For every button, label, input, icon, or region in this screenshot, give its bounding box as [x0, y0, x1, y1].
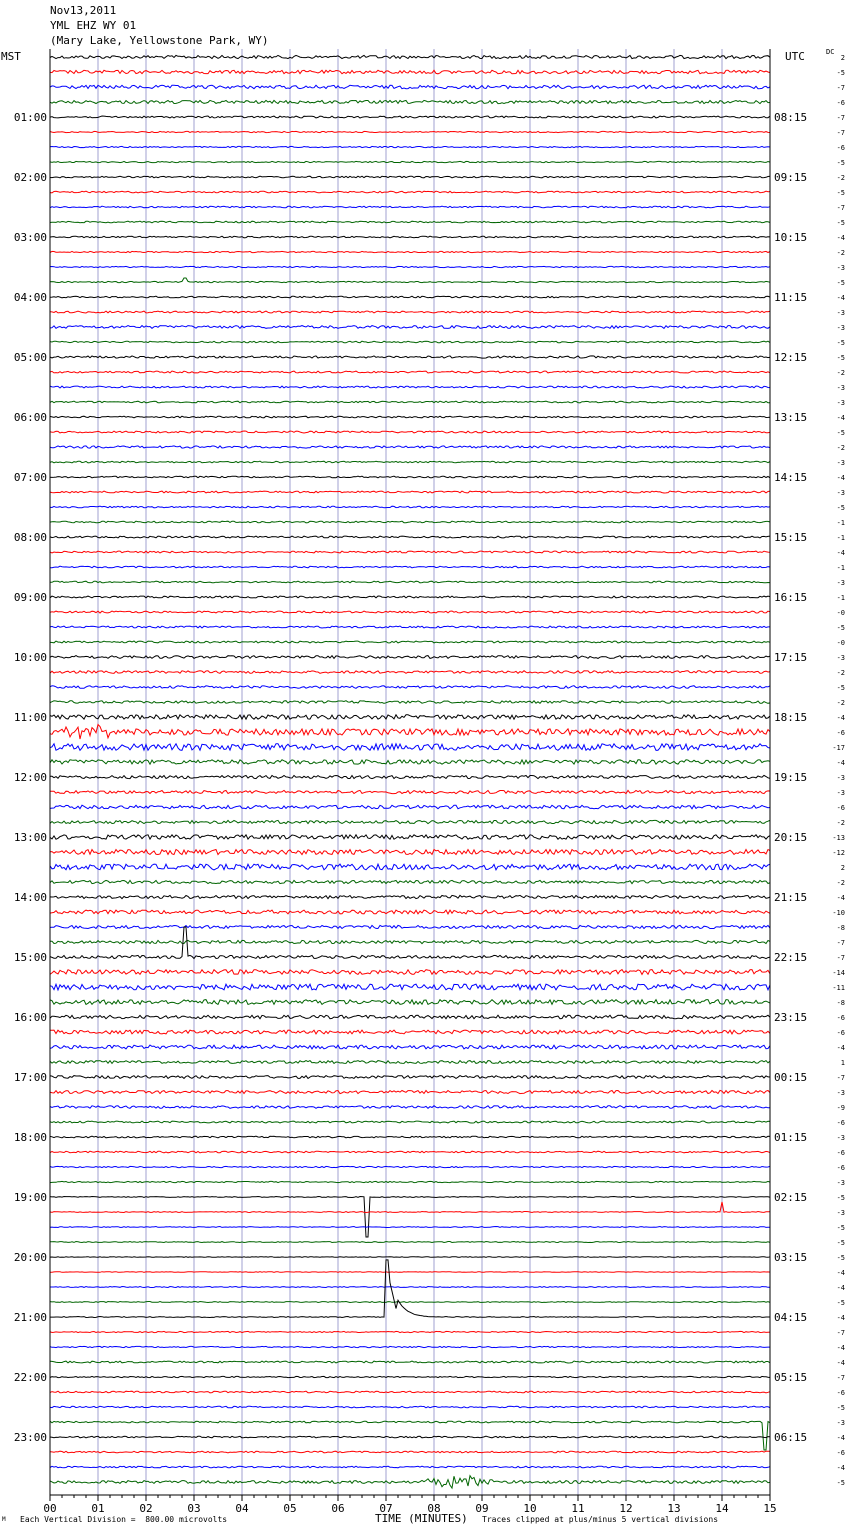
trace-45 — [50, 725, 770, 740]
mst-hour-label: 09:00 — [13, 591, 47, 604]
dc-offset-label: -5 — [836, 1254, 845, 1262]
trace-24 — [50, 416, 770, 418]
trace-12 — [50, 236, 770, 238]
dc-offset-label: -4 — [836, 1314, 845, 1322]
mst-hour-label: 07:00 — [13, 471, 47, 484]
utc-hour-label: 22:15 — [774, 951, 808, 964]
trace-74 — [50, 1166, 770, 1167]
utc-hour-label: 13:15 — [774, 411, 808, 424]
trace-81 — [50, 1272, 770, 1273]
trace-29 — [50, 491, 770, 493]
utc-axis-label: UTC — [785, 50, 805, 63]
trace-31 — [50, 521, 770, 523]
dc-offset-label: -3 — [836, 324, 845, 332]
dc-offset-label: -1 — [836, 534, 845, 542]
x-tick-label: 08 — [427, 1502, 441, 1515]
dc-offset-label: -6 — [836, 99, 845, 107]
dc-offset-label: -2 — [836, 249, 845, 257]
mst-hour-label: 06:00 — [13, 411, 47, 424]
mst-hour-label: 20:00 — [13, 1251, 47, 1264]
mst-hour-label: 08:00 — [13, 531, 47, 544]
dc-offset-label: -7 — [836, 1329, 845, 1337]
trace-19 — [50, 341, 770, 343]
x-tick-label: 01 — [91, 1502, 105, 1515]
trace-49 — [50, 790, 770, 793]
x-tick-label: 10 — [523, 1502, 537, 1515]
trace-63 — [50, 1000, 770, 1005]
x-tick-label: 00 — [43, 1502, 57, 1515]
utc-hour-label: 08:15 — [774, 111, 808, 124]
dc-offset-label: -5 — [836, 279, 845, 287]
mst-hour-label: 15:00 — [13, 951, 47, 964]
trace-68 — [50, 1076, 770, 1079]
dc-offset-label: -5 — [836, 189, 845, 197]
dc-offset-label: -7 — [836, 1074, 845, 1082]
trace-41 — [50, 671, 770, 674]
dc-offset-label: -4 — [836, 1044, 845, 1052]
dc-offset-label: -3 — [836, 264, 845, 272]
dc-offset-label: -5 — [836, 339, 845, 347]
x-tick-label: 04 — [235, 1502, 249, 1515]
dc-offset-label: -7 — [836, 954, 845, 962]
dc-offset-label: -4 — [836, 714, 845, 722]
dc-offset-label: -3 — [836, 309, 845, 317]
trace-42 — [50, 686, 770, 689]
dc-offset-label: -5 — [836, 159, 845, 167]
dc-offset-label: -3 — [836, 1179, 845, 1187]
dc-offset-label: -14 — [832, 969, 845, 977]
trace-20 — [50, 356, 770, 358]
utc-hour-label: 17:15 — [774, 651, 808, 664]
utc-hour-label: 19:15 — [774, 771, 808, 784]
dc-offset-label: -6 — [836, 804, 845, 812]
mst-hour-label: 14:00 — [13, 891, 47, 904]
dc-offset-label: -11 — [832, 984, 845, 992]
dc-offset-label: -2 — [836, 879, 845, 887]
dc-offset-label: 2 — [840, 864, 845, 872]
dc-offset-label: -3 — [836, 399, 845, 407]
dc-offset-label: -1 — [836, 564, 845, 572]
trace-11 — [50, 221, 770, 223]
trace-76 — [50, 1197, 770, 1238]
dc-offset-label: -4 — [836, 1464, 845, 1472]
x-tick-label: 12 — [619, 1502, 633, 1515]
trace-5 — [50, 131, 770, 132]
trace-26 — [50, 446, 770, 448]
dc-offset-label: -17 — [832, 744, 845, 752]
x-tick-label: 03 — [187, 1502, 201, 1515]
dc-offset-label: -3 — [836, 459, 845, 467]
x-tick-label: 15 — [763, 1502, 777, 1515]
utc-hour-label: 03:15 — [774, 1251, 808, 1264]
trace-39 — [50, 641, 770, 643]
station-location: (Mary Lake, Yellowstone Park, WY) — [50, 34, 269, 47]
dc-offset-label: -5 — [836, 1239, 845, 1247]
trace-60 — [50, 927, 770, 959]
dc-offset-label: -5 — [836, 219, 845, 227]
dc-offset-label: -3 — [836, 654, 845, 662]
dc-offset-label: -5 — [836, 1299, 845, 1307]
dc-offset-label: -8 — [836, 924, 845, 932]
plot-date: Nov13,2011 — [50, 4, 117, 17]
dc-offset-label: -2 — [836, 669, 845, 677]
utc-hour-label: 09:15 — [774, 171, 808, 184]
dc-offset-label: -5 — [836, 1479, 845, 1487]
mst-hour-label: 01:00 — [13, 111, 47, 124]
dc-offset-label: -6 — [836, 1014, 845, 1022]
trace-30 — [50, 506, 770, 508]
utc-hour-label: 23:15 — [774, 1011, 808, 1024]
dc-offset-label: -3 — [836, 1134, 845, 1142]
dc-offset-label: -7 — [836, 129, 845, 137]
trace-40 — [50, 656, 770, 659]
dc-offset-label: -3 — [836, 384, 845, 392]
dc-offset-label: -1 — [836, 594, 845, 602]
trace-14 — [50, 266, 770, 267]
trace-69 — [50, 1090, 770, 1093]
dc-offset-label: -5 — [836, 684, 845, 692]
trace-80 — [50, 1257, 770, 1258]
dc-column-label: DC — [826, 48, 835, 56]
trace-77 — [50, 1202, 770, 1213]
dc-offset-label: -13 — [832, 834, 845, 842]
dc-offset-label: -0 — [836, 609, 845, 617]
trace-13 — [50, 251, 770, 252]
x-tick-label: 02 — [139, 1502, 153, 1515]
dc-offset-label: -12 — [832, 849, 845, 857]
mst-axis-label: MST — [1, 50, 21, 63]
trace-73 — [50, 1151, 770, 1153]
mst-hour-label: 10:00 — [13, 651, 47, 664]
dc-offset-label: -2 — [836, 819, 845, 827]
dc-offset-label: -6 — [836, 144, 845, 152]
utc-hour-label: 06:15 — [774, 1431, 808, 1444]
dc-offset-label: -4 — [836, 549, 845, 557]
dc-offset-label: 2 — [840, 54, 845, 62]
trace-35 — [50, 581, 770, 583]
dc-offset-label: -5 — [836, 624, 845, 632]
trace-88 — [50, 1376, 770, 1377]
x-tick-label: 13 — [667, 1502, 681, 1515]
trace-95 — [50, 1476, 770, 1488]
mst-hour-label: 17:00 — [13, 1071, 47, 1084]
trace-44 — [50, 715, 770, 719]
trace-87 — [50, 1361, 770, 1363]
trace-51 — [50, 820, 770, 823]
dc-offset-label: -5 — [836, 429, 845, 437]
x-tick-label: 05 — [283, 1502, 297, 1515]
trace-82 — [50, 1287, 770, 1288]
trace-50 — [50, 805, 770, 809]
trace-66 — [50, 1045, 770, 1049]
trace-33 — [50, 551, 770, 553]
dc-offset-label: -3 — [836, 1089, 845, 1097]
dc-offset-label: -5 — [836, 354, 845, 362]
trace-52 — [50, 835, 770, 839]
dc-offset-label: -1 — [836, 519, 845, 527]
trace-65 — [50, 1030, 770, 1034]
dc-offset-label: -7 — [836, 114, 845, 122]
trace-53 — [50, 850, 770, 855]
x-tick-label: 09 — [475, 1502, 489, 1515]
dc-offset-label: -4 — [836, 474, 845, 482]
dc-offset-label: -6 — [836, 1164, 845, 1172]
trace-72 — [50, 1136, 770, 1138]
trace-38 — [50, 626, 770, 628]
trace-47 — [50, 760, 770, 764]
mst-hour-label: 05:00 — [13, 351, 47, 364]
trace-91 — [50, 1421, 770, 1450]
trace-32 — [50, 536, 770, 538]
dc-offset-label: 1 — [840, 1059, 845, 1067]
trace-62 — [50, 984, 770, 990]
trace-1 — [50, 70, 770, 74]
trace-92 — [50, 1436, 770, 1438]
trace-16 — [50, 296, 770, 298]
dc-offset-label: -3 — [836, 789, 845, 797]
dc-offset-label: -3 — [836, 1209, 845, 1217]
x-tick-label: 06 — [331, 1502, 345, 1515]
mst-hour-label: 16:00 — [13, 1011, 47, 1024]
mst-hour-label: 12:00 — [13, 771, 47, 784]
dc-offset-label: -6 — [836, 729, 845, 737]
trace-15 — [50, 278, 770, 283]
utc-hour-label: 01:15 — [774, 1131, 808, 1144]
trace-61 — [50, 970, 770, 975]
dc-offset-label: -6 — [836, 1449, 845, 1457]
trace-23 — [50, 401, 770, 403]
trace-84 — [50, 1260, 770, 1318]
utc-hour-label: 12:15 — [774, 351, 808, 364]
dc-offset-label: -4 — [836, 1284, 845, 1292]
mst-hour-label: 03:00 — [13, 231, 47, 244]
trace-28 — [50, 476, 770, 478]
mst-hour-label: 21:00 — [13, 1311, 47, 1324]
x-tick-label: 07 — [379, 1502, 393, 1515]
dc-offset-label: -6 — [836, 1389, 845, 1397]
dc-offset-label: -7 — [836, 84, 845, 92]
trace-75 — [50, 1181, 770, 1182]
dc-offset-label: -6 — [836, 1029, 845, 1037]
trace-70 — [50, 1106, 770, 1109]
dc-offset-label: -5 — [836, 1194, 845, 1202]
trace-0 — [50, 55, 770, 58]
dc-offset-label: -3 — [836, 774, 845, 782]
footer-mark: M — [2, 1516, 6, 1523]
trace-85 — [50, 1331, 770, 1332]
trace-2 — [50, 85, 770, 89]
utc-hour-label: 15:15 — [774, 531, 808, 544]
mst-hour-label: 04:00 — [13, 291, 47, 304]
dc-offset-label: -8 — [836, 999, 845, 1007]
dc-offset-label: -3 — [836, 489, 845, 497]
trace-94 — [50, 1466, 770, 1468]
clip-note: Traces clipped at plus/minus 5 vertical divisions — [482, 1515, 719, 1524]
trace-64 — [50, 1015, 770, 1019]
mst-hour-label: 18:00 — [13, 1131, 47, 1144]
trace-90 — [50, 1406, 770, 1408]
dc-offset-label: -2 — [836, 444, 845, 452]
dc-offset-label: -4 — [836, 1434, 845, 1442]
dc-offset-label: -2 — [836, 174, 845, 182]
trace-89 — [50, 1391, 770, 1393]
x-tick-label: 11 — [571, 1502, 585, 1515]
trace-7 — [50, 161, 770, 162]
trace-57 — [50, 910, 770, 914]
utc-hour-label: 11:15 — [774, 291, 808, 304]
dc-offset-label: -0 — [836, 639, 845, 647]
trace-78 — [50, 1227, 770, 1228]
station-code: YML EHZ WY 01 — [50, 19, 137, 32]
trace-3 — [50, 100, 770, 103]
trace-56 — [50, 895, 770, 898]
trace-6 — [50, 146, 770, 147]
trace-4 — [50, 116, 770, 118]
scale-note: Each Vertical Division = 800.00 microvolts — [20, 1515, 228, 1524]
utc-hour-label: 20:15 — [774, 831, 808, 844]
trace-22 — [50, 386, 770, 388]
dc-offset-label: -5 — [836, 69, 845, 77]
trace-55 — [50, 880, 770, 883]
trace-79 — [50, 1242, 770, 1243]
utc-hour-label: 21:15 — [774, 891, 808, 904]
dc-offset-label: -5 — [836, 1404, 845, 1412]
trace-93 — [50, 1451, 770, 1453]
trace-54 — [50, 864, 770, 870]
utc-hour-label: 16:15 — [774, 591, 808, 604]
mst-hour-label: 02:00 — [13, 171, 47, 184]
dc-offset-label: -7 — [836, 1374, 845, 1382]
trace-18 — [50, 326, 770, 329]
trace-8 — [50, 176, 770, 178]
dc-offset-label: -4 — [836, 1359, 845, 1367]
dc-offset-label: -3 — [836, 1419, 845, 1427]
trace-10 — [50, 206, 770, 208]
trace-37 — [50, 611, 770, 613]
trace-48 — [50, 775, 770, 778]
trace-36 — [50, 596, 770, 598]
utc-hour-label: 00:15 — [774, 1071, 808, 1084]
dc-offset-label: -2 — [836, 369, 845, 377]
mst-hour-label: 19:00 — [13, 1191, 47, 1204]
dc-offset-label: -4 — [836, 414, 845, 422]
trace-21 — [50, 371, 770, 373]
trace-25 — [50, 431, 770, 433]
trace-67 — [50, 1061, 770, 1064]
utc-hour-label: 18:15 — [774, 711, 808, 724]
trace-58 — [50, 925, 770, 928]
dc-offset-label: -7 — [836, 939, 845, 947]
trace-17 — [50, 311, 770, 313]
dc-offset-label: -6 — [836, 1149, 845, 1157]
trace-27 — [50, 461, 770, 463]
dc-offset-label: -9 — [836, 1104, 845, 1112]
trace-83 — [50, 1302, 770, 1303]
utc-hour-label: 05:15 — [774, 1371, 808, 1384]
trace-86 — [50, 1346, 770, 1347]
trace-71 — [50, 1121, 770, 1123]
mst-hour-label: 13:00 — [13, 831, 47, 844]
utc-hour-label: 02:15 — [774, 1191, 808, 1204]
dc-offset-label: -4 — [836, 759, 845, 767]
utc-hour-label: 10:15 — [774, 231, 808, 244]
mst-hour-label: 23:00 — [13, 1431, 47, 1444]
dc-offset-label: -4 — [836, 1344, 845, 1352]
dc-offset-label: -6 — [836, 1119, 845, 1127]
mst-hour-label: 11:00 — [13, 711, 47, 724]
mst-hour-label: 22:00 — [13, 1371, 47, 1384]
trace-59 — [50, 940, 770, 943]
dc-offset-label: -5 — [836, 504, 845, 512]
trace-9 — [50, 191, 770, 193]
dc-offset-label: -10 — [832, 909, 845, 917]
x-axis-title: TIME (MINUTES) — [375, 1512, 468, 1525]
utc-hour-label: 14:15 — [774, 471, 808, 484]
utc-hour-label: 04:15 — [774, 1311, 808, 1324]
dc-offset-label: -4 — [836, 234, 845, 242]
dc-offset-label: -5 — [836, 1224, 845, 1232]
dc-offset-label: -7 — [836, 204, 845, 212]
trace-46 — [50, 744, 770, 751]
dc-offset-label: -4 — [836, 294, 845, 302]
dc-offset-label: -3 — [836, 579, 845, 587]
trace-34 — [50, 566, 770, 568]
dc-offset-label: -4 — [836, 894, 845, 902]
x-tick-label: 14 — [715, 1502, 729, 1515]
dc-offset-label: -4 — [836, 1269, 845, 1277]
trace-43 — [50, 701, 770, 704]
dc-offset-label: -2 — [836, 699, 845, 707]
